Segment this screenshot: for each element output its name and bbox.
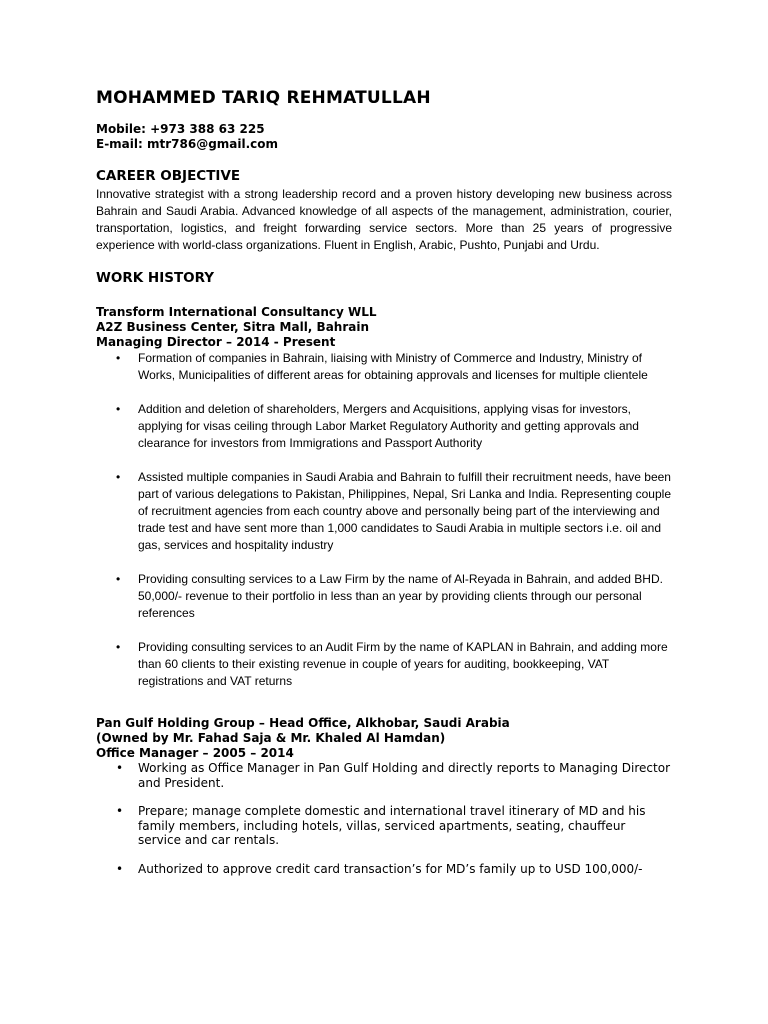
- bullet-icon: •: [116, 640, 121, 654]
- job-header: [96, 305, 672, 350]
- duty-item: • Assisted multiple companies in Saudi Arabia and Bahrain to fulfill their recruitment needs, have been part of various delegations to Pakistan, Philippines, Nepal, Sri Lanka and India. Representing couple of recruitment agencies from each country above and personally being part of the interviewing and trade test and have sent more than 1,000 candidates to Saudi Arabia in multiple sectors i.e. oil and gas, services and hospitality industry: [116, 470, 671, 552]
- candidate-name: MOHAMMED TARIQ REHMATULLAH: [96, 88, 431, 108]
- duty-item: • Prepare; manage complete domestic and international travel itinerary of MD and his family members, including hotels, villas, serviced apartments, seating, chauffeur service and car rentals.: [116, 804, 646, 847]
- bullet-icon: •: [116, 402, 121, 416]
- mobile-line: Mobile: +973 388 63 225: [96, 122, 265, 136]
- duty-item: • Authorized to approve credit card transaction’s for MD’s family up to USD 100,000/-: [116, 861, 643, 876]
- bullet-icon: •: [116, 861, 124, 876]
- bullet-icon: •: [116, 470, 121, 484]
- contact-block: [96, 122, 672, 152]
- job-duties-list: [96, 350, 672, 690]
- job-role: Office Manager – 2005 – 2014: [96, 746, 294, 760]
- career-objective-heading: CAREER OBJECTIVE: [96, 168, 241, 184]
- resume-page: [96, 86, 672, 890]
- bullet-icon: •: [116, 351, 121, 365]
- duty-item: • Providing consulting services to an Audit Firm by the name of KAPLAN in Bahrain, and adding more than 60 clients to their existing revenue in couple of years for auditing, bookkeeping, VAT registrations and VAT returns: [116, 640, 668, 688]
- job-company: Pan Gulf Holding Group – Head Office, Alkhobar, Saudi Arabia: [96, 716, 510, 730]
- email-line: E-mail: mtr786@gmail.com: [96, 137, 279, 151]
- work-history-heading: WORK HISTORY: [96, 270, 215, 286]
- duty-item: • Formation of companies in Bahrain, liaising with Ministry of Commerce and Industry, Ministry of Works, Municipalities of different areas for obtaining approvals and licenses for multiple clientele: [116, 351, 648, 382]
- bullet-icon: •: [116, 761, 124, 775]
- career-objective-text: Innovative strategist with a strong leadership record and a proven history developing new business across Bahrain and Saudi Arabia. Advanced knowledge of all aspects of the management, administration, courier, transportation, logistics, and freight forwarding service sectors. More than 25 years of progressive experience with world-class organizations. Fluent in English, Arabic, Pushto, Punjabi and Urdu.: [96, 187, 672, 252]
- job-location: A2Z Business Center, Sitra Mall, Bahrain: [96, 320, 370, 334]
- job-header: [96, 716, 672, 761]
- duty-item: • Addition and deletion of shareholders, Mergers and Acquisitions, applying visas for investors, applying for visas ceiling through Labor Market Regulatory Authority and getting approvals and clearance for investors from Immigrations and Passport Authority: [116, 402, 639, 450]
- duty-item: • Providing consulting services to a Law Firm by the name of Al-Reyada in Bahrain, and added BHD. 50,000/- revenue to their portfolio in less than an year by providing clients through our personal references: [116, 572, 663, 620]
- bullet-icon: •: [116, 572, 121, 586]
- job-company: Transform International Consultancy WLL: [96, 305, 377, 319]
- job-duties-list: [96, 761, 672, 876]
- job-location: (Owned by Mr. Fahad Saja & Mr. Khaled Al Hamdan): [96, 731, 446, 745]
- job-role: Managing Director – 2014 - Present: [96, 335, 336, 349]
- bullet-icon: •: [116, 804, 124, 818]
- duty-item: • Working as Office Manager in Pan Gulf Holding and directly reports to Managing Director and President.: [116, 761, 671, 790]
